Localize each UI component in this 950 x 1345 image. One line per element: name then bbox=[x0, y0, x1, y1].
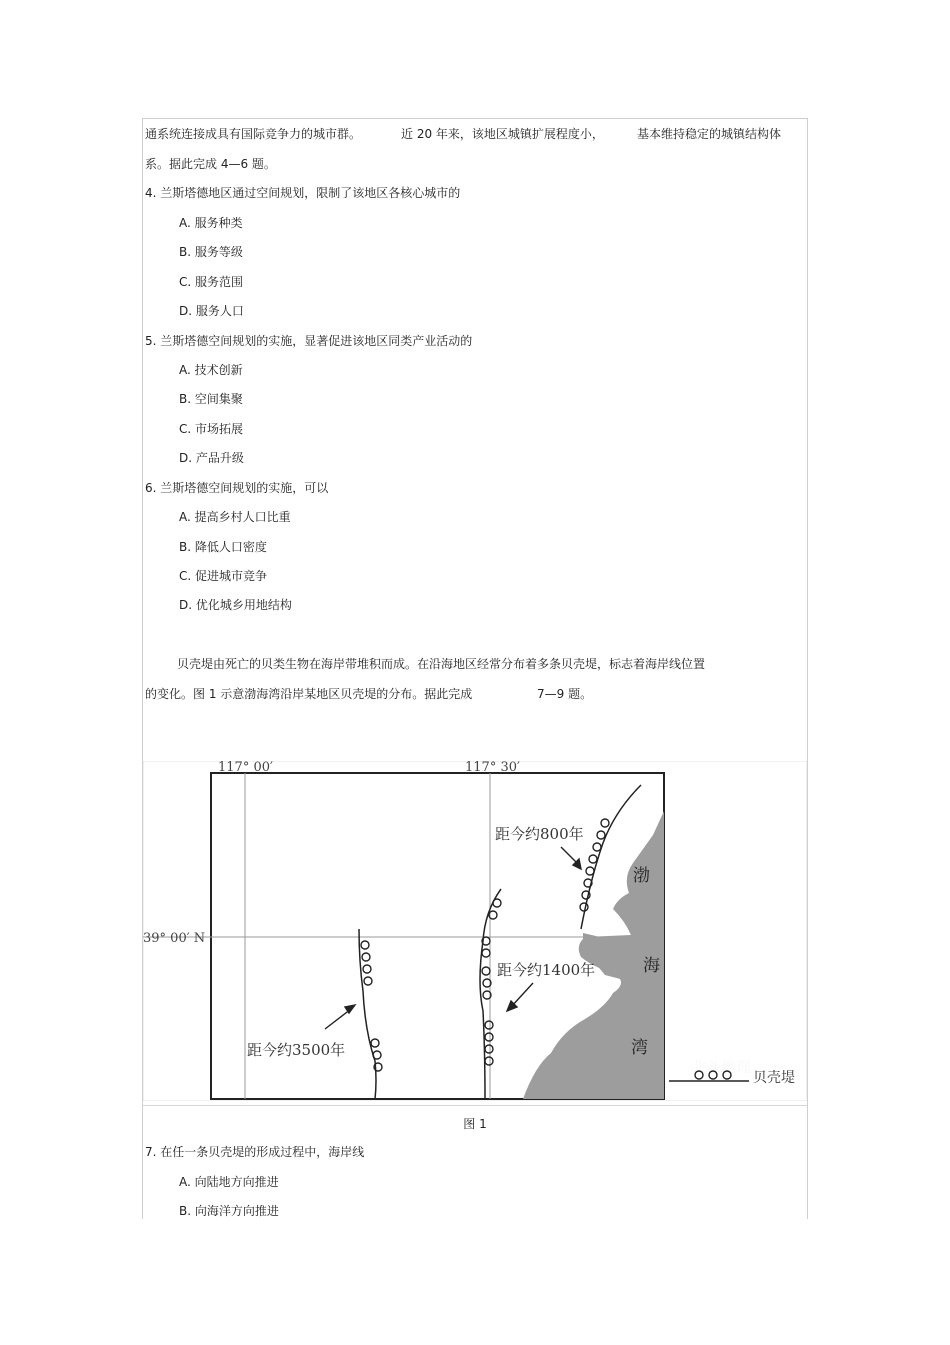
figure-caption: 图 1 bbox=[463, 1117, 487, 1131]
intro-line-1b: 近 20 年来，该地区城镇扩展程度小， bbox=[401, 127, 604, 141]
label-3500-years: 距今约3500年 bbox=[247, 1041, 346, 1059]
question-4-option-b: B. 服务等级 bbox=[179, 245, 243, 259]
question-7-option-a: A. 向陆地方向推进 bbox=[179, 1175, 279, 1189]
question-4-stem: 4. 兰斯塔德地区通过空间规划，限制了该地区各核心城市的 bbox=[145, 186, 461, 200]
sea-char-1: 渤 bbox=[633, 866, 650, 886]
question-7-option-b: B. 向海洋方向推进 bbox=[179, 1204, 279, 1218]
question-6-option-c: C. 促进城市竞争 bbox=[179, 569, 268, 583]
sea-char-2: 海 bbox=[643, 956, 660, 976]
sea-char-3: 湾 bbox=[631, 1038, 648, 1058]
shell-ridge-map bbox=[143, 761, 807, 1101]
lat-label-39-00: 39° 00′ N bbox=[143, 931, 206, 946]
question-6-option-d: D. 优化城乡用地结构 bbox=[179, 598, 292, 612]
intro-line-2: 系。据此完成 4—6 题。 bbox=[145, 157, 276, 171]
lon-label-117-30: 117° 30′ bbox=[465, 761, 520, 775]
question-5-stem: 5. 兰斯塔德空间规划的实施，显著促进该地区同类产业活动的 bbox=[145, 334, 473, 348]
figure-1-map bbox=[143, 761, 807, 1101]
figure-divider bbox=[143, 1105, 807, 1106]
passage-line-1: 贝壳堤由死亡的贝类生物在海岸带堆积而成。在沿海地区经常分布着多条贝壳堤，标志着海岸线位置 bbox=[177, 657, 706, 671]
document-page bbox=[142, 118, 808, 1219]
legend-label: 贝壳堤 bbox=[753, 1070, 795, 1086]
question-6-stem: 6. 兰斯塔德空间规划的实施，可以 bbox=[145, 481, 329, 495]
question-4-option-a: A. 服务种类 bbox=[179, 216, 243, 230]
question-4-option-d: D. 服务人口 bbox=[179, 304, 244, 318]
question-5-option-a: A. 技术创新 bbox=[179, 363, 243, 377]
question-6-option-a: A. 提高乡村人口比重 bbox=[179, 510, 291, 524]
label-1400-years: 距今约1400年 bbox=[497, 961, 596, 979]
watermark-text: 北斗地理 bbox=[691, 1058, 752, 1076]
question-4-option-c: C. 服务范围 bbox=[179, 275, 244, 289]
question-6-option-b: B. 降低人口密度 bbox=[179, 540, 267, 554]
intro-line-1a: 通系统连接成具有国际竞争力的城市群。 bbox=[145, 127, 362, 141]
lon-label-117-00: 117° 00′ bbox=[218, 761, 273, 775]
question-5-option-d: D. 产品升级 bbox=[179, 451, 244, 465]
question-5-option-b: B. 空间集聚 bbox=[179, 392, 243, 406]
passage-line-2a: 的变化。图 1 示意渤海湾沿岸某地区贝壳堤的分布。据此完成 bbox=[145, 687, 473, 701]
intro-line-1c: 基本维持稳定的城镇结构体 bbox=[637, 127, 782, 141]
passage-line-2b: 7—9 题。 bbox=[537, 687, 593, 701]
question-5-option-c: C. 市场拓展 bbox=[179, 422, 244, 436]
question-7-stem: 7. 在任一条贝壳堤的形成过程中，海岸线 bbox=[145, 1145, 365, 1159]
label-800-years: 距今约800年 bbox=[495, 825, 584, 843]
